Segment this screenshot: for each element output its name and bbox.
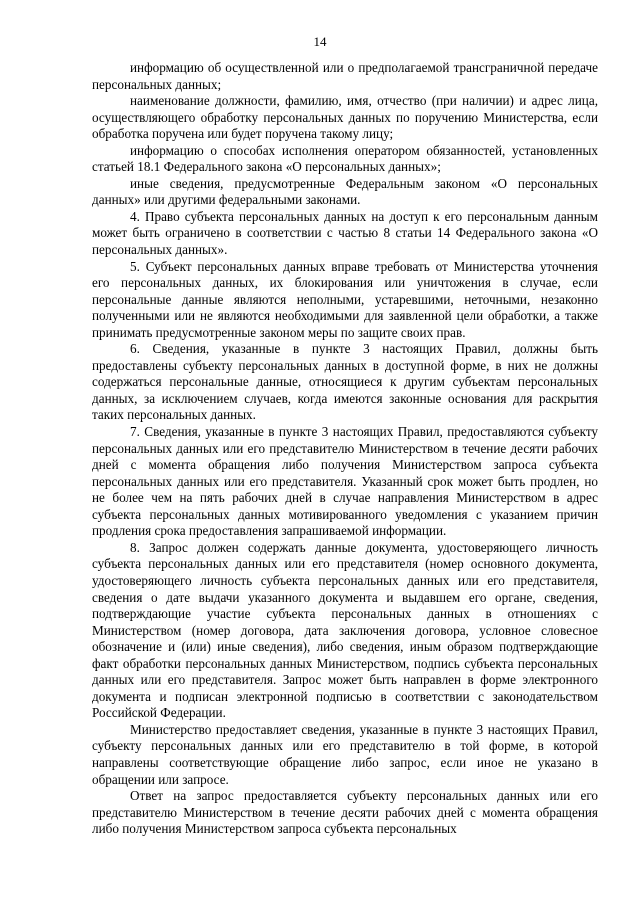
paragraph: Министерство предоставляет сведения, указанные в пункте 3 настоящих Правил, субъекту персональных данных или его представителю в той форме, в которой направлены соответствующие обращение либо запрос, если иное не указано в обращении или запросе. (92, 721, 598, 787)
paragraph-item-6: 6. Сведения, указанные в пункте 3 настоящих Правил, должны быть предоставлены субъекту персональных данных в доступной форме, в них не должны содержаться персональные данные, относящиеся к другим субъектам персональных данных, за исключением случаев, когда имеются законные основания для раскрытия таких персональных данных. (92, 341, 598, 423)
paragraph: Ответ на запрос предоставляется субъекту персональных данных или его представителю Министерством в течение десяти рабочих дней с момента обращения либо получения Министерством запроса субъекта персональных (92, 788, 598, 837)
paragraph: информацию о способах исполнения оператором обязанностей, установленных статьей 18.1 Федерального закона «О персональных данных»; (92, 142, 598, 175)
document-body (92, 60, 598, 838)
paragraph-item-4: 4. Право субъекта персональных данных на доступ к его персональным данным может быть ограничено в соответствии с частью 8 статьи 14 Федерального закона «О персональных данных». (92, 208, 598, 258)
paragraph: иные сведения, предусмотренные Федеральным законом «О персональных данных» или другими федеральными законами. (92, 175, 598, 208)
paragraph: наименование должности, фамилию, имя, отчество (при наличии) и адрес лица, осуществляющего обработку персональных данных по поручению Министерства, если обработка поручена или будет поручена такому лицу; (92, 93, 598, 142)
paragraph: информацию об осуществленной или о предполагаемой трансграничной передаче персональных данных; (92, 60, 598, 92)
paragraph-item-7: 7. Сведения, указанные в пункте 3 настоящих Правил, предоставляются субъекту персональных данных или его представителю Министерством в течение десяти рабочих дней с момента обращения либо получения Министерством запроса субъекта персональных данных или его представителя. Указанный срок может быть продлен, но не более чем на пять рабочих дней в случае направления Министерством в адрес субъекта персональных данных мотивированного уведомления с указанием причин продления срока предоставления запрашиваемой информации. (92, 424, 598, 539)
paragraph-item-8: 8. Запрос должен содержать данные документа, удостоверяющего личность субъекта персональных данных или его представителя (номер основного документа, удостоверяющего личность субъекта персональных данных или его представителя, сведения о дате выдачи указанного документа и выдавшем его органе, сведения, подтверждающие участие субъекта персональных данных в отношениях с Министерством (номер договора, дата заключения договора, условное словесное обозначение и (или) иные сведения), либо сведения, иным образом подтверждающие факт обработки персональных данных Министерством, подпись субъекта персональных данных или его представителя. Запрос может быть направлен в форме электронного документа и подписан электронной подписью в соответствии с законодательством Российской Федерации. (92, 539, 598, 721)
page-number: 14 (313, 34, 327, 49)
paragraph-item-5: 5. Субъект персональных данных вправе требовать от Министерства уточнения его персональных данных, их блокирования или уничтожения в случае, если персональные данные являются неполными, устаревшими, неточными, незаконно полученными или не являются необходимыми для заявленной цели обработки, а также принимать предусмотренные законом меры по защите своих прав. (92, 258, 598, 340)
